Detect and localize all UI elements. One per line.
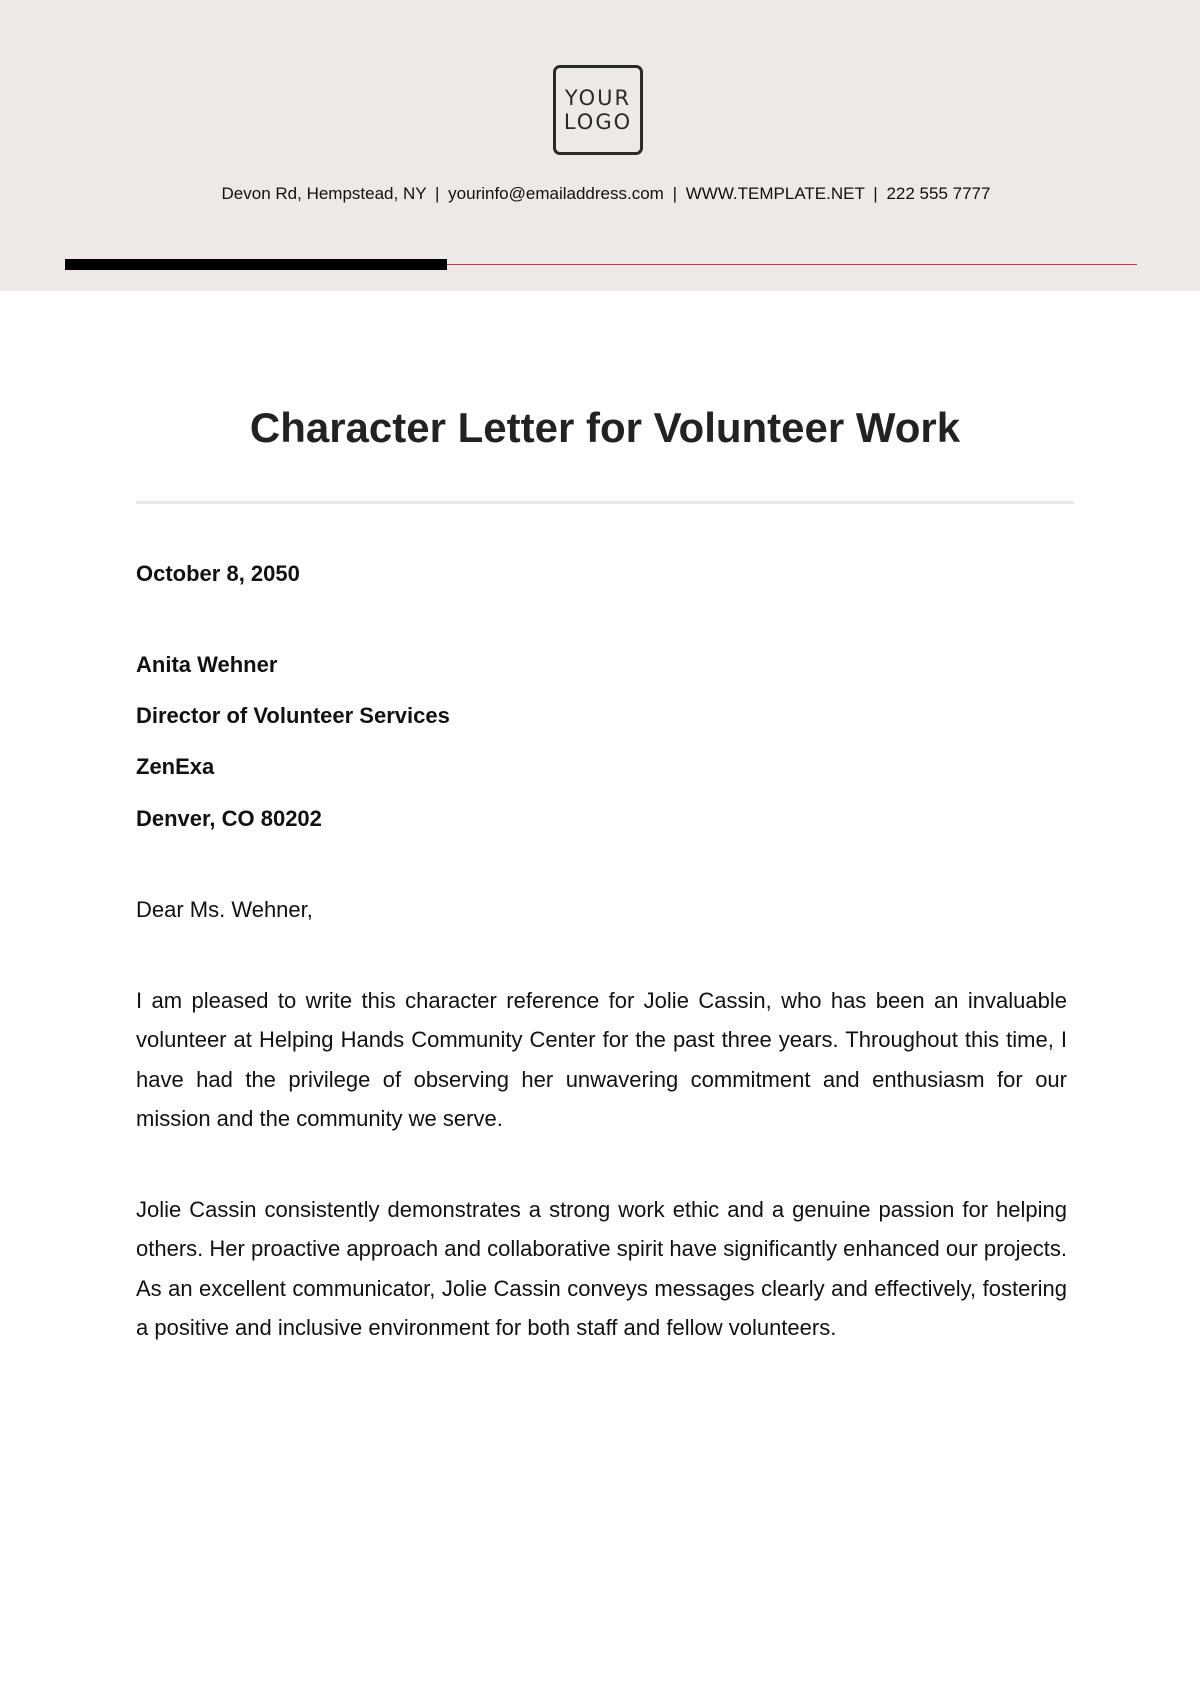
contact-website: WWW.TEMPLATE.NET — [685, 184, 865, 203]
contact-line — [0, 184, 1200, 204]
contact-phone: 222 555 7777 — [886, 184, 991, 203]
recipient-address: Denver, CO 80202 — [136, 806, 322, 831]
logo-placeholder — [553, 65, 643, 155]
contact-separator: | — [672, 184, 677, 203]
contact-separator: | — [873, 184, 878, 203]
contact-separator: | — [435, 184, 440, 203]
recipient-position: Director of Volunteer Services — [136, 703, 450, 728]
logo-text-line-2: LOGO — [563, 110, 633, 134]
contact-address: Devon Rd, Hempstead, NY — [221, 184, 427, 203]
body-paragraph: I am pleased to write this character reference for Jolie Cassin, who has been an invaluable volunteer at Helping Hands Community Center for the past three years. Throughout this time, I have had the privilege of observing her unwavering commitment and enthusiasm for our mission and the community we serve. — [136, 988, 1067, 1131]
letter-title: Character Letter for Volunteer Work — [249, 404, 961, 451]
logo-text-line-1: YOUR — [564, 86, 632, 110]
header-divider-thin — [447, 264, 1137, 265]
letterhead — [0, 0, 1200, 291]
body-paragraph: Jolie Cassin consistently demonstrates a strong work ethic and a genuine passion for helping others. Her proactive approach and collaborative spirit have significantly enhanced our projects. As an excellent communicator, Jolie Cassin conveys messages clearly and effectively, fostering a positive and inclusive environment for both staff and fellow volunteers. — [136, 1197, 1067, 1340]
title-divider — [136, 501, 1074, 504]
recipient-company: ZenExa — [136, 754, 215, 779]
salutation: Dear Ms. Wehner, — [136, 897, 313, 922]
letter-date: October 8, 2050 — [136, 561, 300, 586]
header-divider-thick — [65, 259, 447, 270]
recipient-name: Anita Wehner — [136, 652, 278, 677]
contact-email: yourinfo@emailaddress.com — [448, 184, 664, 203]
